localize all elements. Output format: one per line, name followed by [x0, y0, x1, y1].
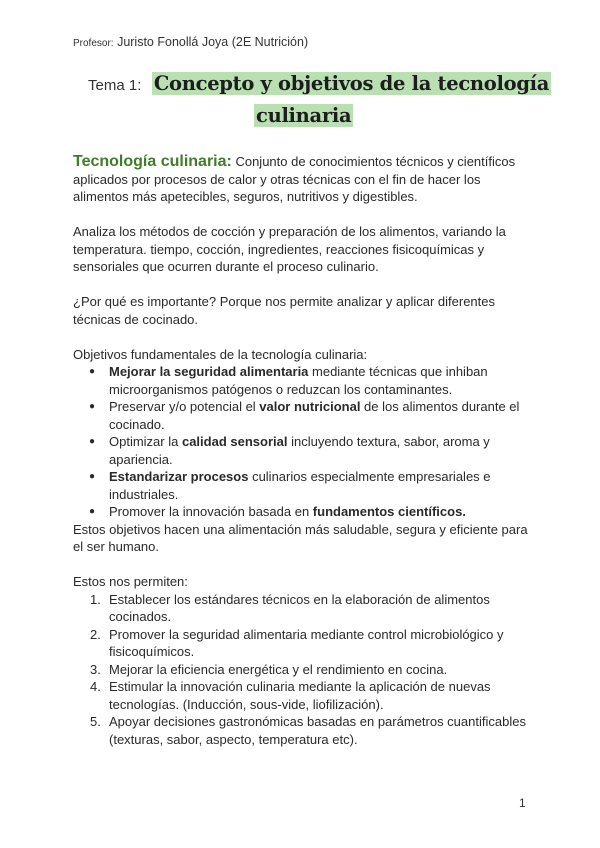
importance-paragraph: ¿Por qué es importante? Porque nos permite analizar y aplicar diferentes técnicas de cocinado. [73, 294, 495, 327]
list-item: 3. Mejorar la eficiencia energética y el rendimiento en cocina. [90, 661, 448, 677]
enables-list [73, 591, 533, 749]
list-item: 4. Estimular la innovación culinaria mediante la aplicación de nuevas tecnologías. (Inducción, sous-vide, liofilización). [90, 679, 491, 712]
enables-heading: Estos nos permiten: [73, 574, 188, 589]
definition-term: Tecnología culinaria: [73, 153, 232, 170]
definition-paragraph [73, 153, 533, 206]
page-number: 1 [519, 796, 526, 810]
list-item: 5. Apoyar decisiones gastronómicas basadas en parámetros cuantificables (texturas, sabor, aspecto, temperatura etc). [90, 714, 526, 747]
list-item: ● Mejorar la seguridad alimentaria mediante técnicas que inhiban microorganismos patógenos o reduzcan los contaminantes. [89, 364, 488, 397]
bullet-icon: ● [89, 506, 96, 517]
bullet-icon: ● [89, 366, 96, 377]
list-item: 2. Promover la seguridad alimentaria mediante control microbiológico y fisicoquímicos. [90, 626, 504, 659]
analysis-paragraph: Analiza los métodos de cocción y preparación de los alimentos, variando la temperatura. tiempo, cocción, ingredientes, reacciones fisicoquímicas y sensoriales que ocurren durante el proceso culinario. [73, 224, 506, 274]
title-line-1: Concepto y objetivos de la tecnología [153, 72, 550, 95]
list-item: ● Promover la innovación basada en fundamentos científicos. [89, 504, 466, 519]
title-line-2: culinaria [256, 104, 352, 127]
professor-label: Profesor: [73, 38, 114, 49]
list-item: ● Estandarizar procesos culinarios especialmente empresariales e industriales. [89, 469, 491, 502]
bullet-icon: ● [89, 436, 96, 447]
document-body [73, 153, 533, 748]
bullet-icon: ● [89, 401, 96, 412]
objectives-summary: Estos objetivos hacen una alimentación más saludable, segura y eficiente para el ser humano. [73, 521, 528, 554]
page-header [73, 35, 308, 49]
objectives-heading: Objetivos fundamentales de la tecnología culinaria: [73, 346, 368, 362]
list-item: ● Preservar y/o potencial el valor nutricional de los alimentos durante el cocinado. [89, 399, 520, 432]
professor-name: Juristo Fonollá Joya (2E Nutrición) [117, 35, 309, 49]
bullet-icon: ● [89, 471, 96, 482]
definition-text: Conjunto de conocimientos técnicos y científicos aplicados por procesos de calor y otras técnicas con el fin de hacer los alimentos más apetecibles, seguros, nutritivos y digestibles. [73, 154, 516, 204]
objectives-list [73, 363, 533, 521]
topic-number: Tema 1: [88, 77, 142, 94]
list-item: 1. Establecer los estándares técnicos en la elaboración de alimentos cocinados. [90, 591, 490, 624]
list-item: ● Optimizar la calidad sensorial incluyendo textura, sabor, aroma y apariencia. [89, 434, 490, 467]
